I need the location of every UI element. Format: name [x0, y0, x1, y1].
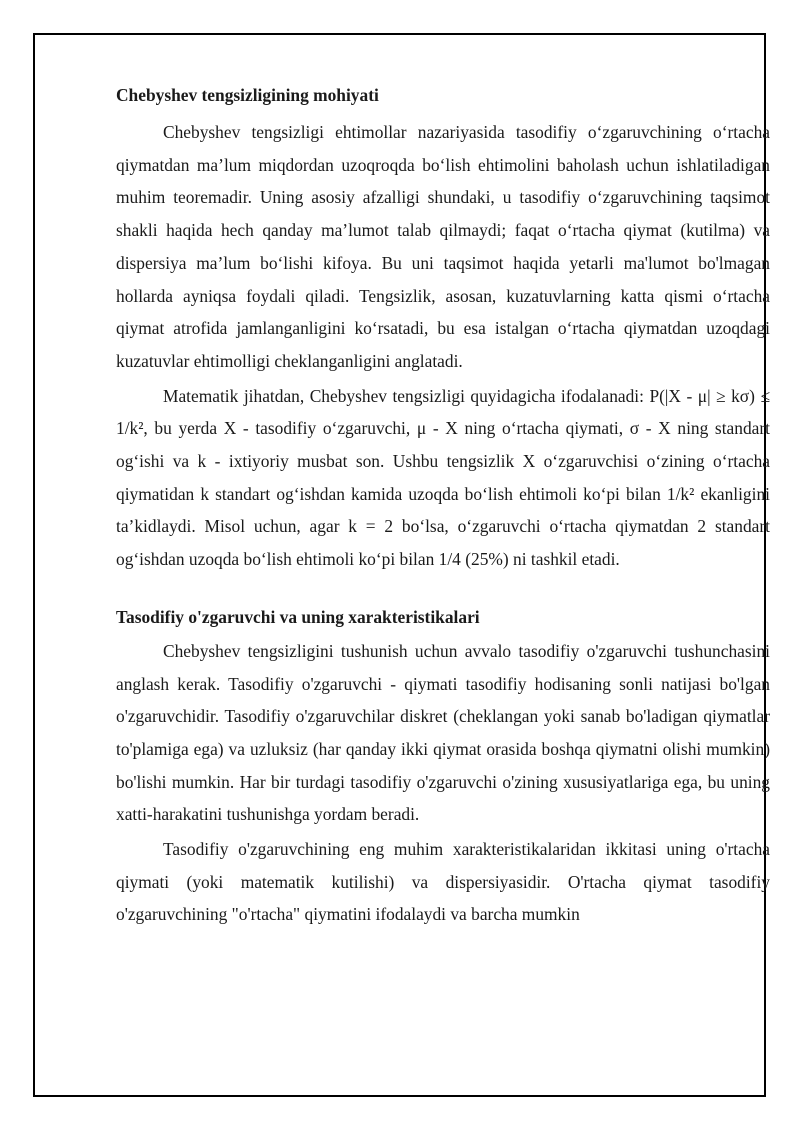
section-heading-chebyshev: Chebyshev tengsizligining mohiyati: [116, 85, 379, 105]
section-heading-random-variable: Tasodifiy o'zgaruvchi va uning xarakteristikalari: [116, 606, 480, 627]
paragraph-4: Tasodifiy o'zgaruvchining eng muhim xarakteristikalaridan ikkitasi uning o'rtacha qiymati (yoki matematik kutilishi) va dispersiyasidir. O'rtacha qiymat tasodifiy o'zgaruvchining "o'rtacha" qiymatini ifodalaydi va barcha mumkin: [116, 839, 770, 925]
paragraph-1: Chebyshev tengsizligi ehtimollar nazariyasida tasodifiy o‘zgaruvchining o‘rtacha qiymatdan ma’lum miqdordan uzoqroqda bo‘lish ehtimolini baholash uchun ishlatiladigan muhim teoremadir. Uning asosiy afzalligi shundaki, u tasodifiy o‘zgaruvchining taqsimot shakli haqida hech qanday ma’lumot talab qilmaydi; faqat o‘rtacha qiymat (kutilma) va dispersiya ma’lum bo‘lishi kifoya. Bu uni taqsimot haqida yetarli ma'lumot bo'lmagan hollarda ayniqsa foydali qiladi. Tengsizlik, asosan, kuzatuvlarning katta qismi o‘rtacha qiymat atrofida jamlanganligini ko‘rsatadi, bu esa istalgan o‘rtacha qiymatdan uzoqdagi kuzatuvlar ehtimolligi cheklanganligini anglatadi.: [116, 122, 770, 371]
paragraph-2: Matematik jihatdan, Chebyshev tengsizligi quyidagicha ifodalanadi: P(|X - μ| ≥ kσ) ≤ 1/k², bu yerda X - tasodifiy o‘zgaruvchi, μ - X ning o‘rtacha qiymati, σ - X ning standart og‘ishi va k - ixtiyoriy musbat son. Ushbu tengsizlik X o‘zgaruvchisi o‘zining o‘rtacha qiymatidan k standart og‘ishdan kamida uzoqda bo‘lish ehtimoli ko‘pi bilan 1/k² ekanligini ta’kidlaydi. Misol uchun, agar k = 2 bo‘lsa, o‘zgaruvchi o‘rtacha qiymatdan 2 standart og‘ishdan uzoqda bo‘lish ehtimoli ko‘pi bilan 1/4 (25%) ni tashkil etadi.: [116, 385, 770, 570]
paragraph-3: Chebyshev tengsizligini tushunish uchun avvalo tasodifiy o'zgaruvchi tushunchasini anglash kerak. Tasodifiy o'zgaruvchi - qiymati tasodifiy hodisaning sonli natijasi bo'lgan o'zgaruvchidir. Tasodifiy o'zgaruvchilar diskret (cheklangan yoki sanab bo'ladigan qiymatlar to'plamiga ega) va uzluksiz (har qanday ikki qiymat orasida boshqa qiymatni olishi mumkin) bo'lishi mumkin. Har bir turdagi tasodifiy o'zgaruvchi o'zining xususiyatlariga ega, bu uning xatti-harakatini tushunishga yordam beradi.: [116, 640, 770, 825]
document-body: [116, 83, 770, 931]
